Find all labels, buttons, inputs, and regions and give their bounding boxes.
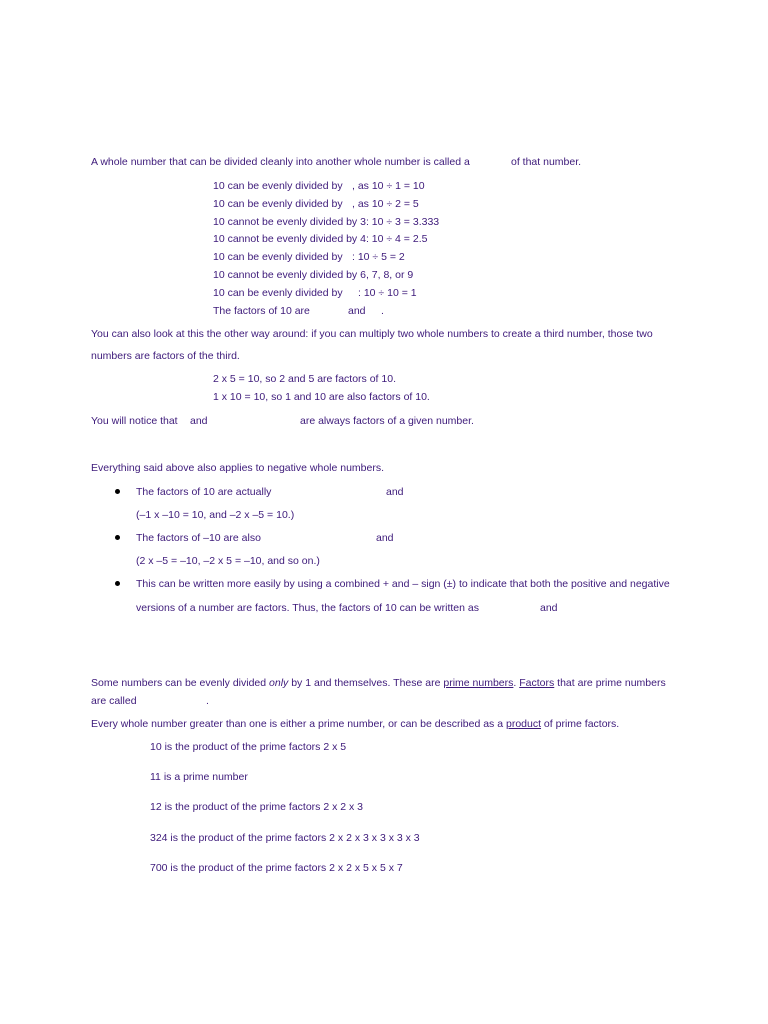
division-example: 10 can be evenly divided by [213, 251, 343, 263]
bullet-2-example: (2 x –5 = –10, –2 x 5 = –10, and so on.) [136, 555, 320, 567]
prime-called-end: . [206, 695, 209, 707]
bullet-3-text-2: versions of a number are factors. Thus, the factors of 10 can be written as [136, 602, 479, 614]
notice-text-end: are always factors of a given number. [300, 415, 474, 427]
multiplication-example: 2 x 5 = 10, so 2 and 5 are factors of 10. [213, 373, 396, 385]
bullet-1-and: and [386, 486, 404, 498]
bullet-icon [115, 535, 120, 540]
product-paragraph [91, 717, 619, 731]
division-example: 10 can be evenly divided by [213, 198, 343, 210]
product-text: Every whole number greater than one is either a prime number, or can be described as a [91, 718, 506, 730]
bullet-1-example: (–1 x –10 = 10, and –2 x –5 = 10.) [136, 509, 295, 521]
product-link[interactable]: product [505, 718, 542, 730]
prime-example: 12 is the product of the prime factors 2 x 2 x 3 [150, 801, 364, 813]
division-example: 10 cannot be evenly divided by 4: 10 ÷ 4 = 2.5 [213, 233, 428, 245]
division-example-result: : 10 ÷ 10 = 1 [358, 287, 417, 299]
prime-numbers-link[interactable]: prime numbers [443, 677, 514, 689]
prime-example: 700 is the product of the prime factors 2 x 2 x 5 x 5 x 7 [150, 862, 403, 874]
division-example: 10 cannot be evenly divided by 3: 10 ÷ 3 = 3.333 [213, 216, 440, 228]
bullet-2-and: and [376, 532, 394, 544]
prime-paragraph [91, 676, 666, 690]
division-example-result: , as 10 ÷ 2 = 5 [352, 198, 419, 210]
product-text: of prime factors. [541, 718, 620, 730]
division-example-result: , as 10 ÷ 1 = 10 [352, 180, 425, 192]
notice-text: You will notice that [91, 415, 178, 427]
other-way-text-2: numbers are factors of the third. [91, 350, 240, 362]
prime-example: 10 is the product of the prime factors 2 x 5 [150, 741, 347, 753]
notice-and: and [190, 415, 208, 427]
factors-of-10-end: . [381, 305, 384, 317]
prime-example: 324 is the product of the prime factors 2 x 2 x 3 x 3 x 3 x 3 [150, 832, 420, 844]
factors-of-10-and: and [348, 305, 366, 317]
division-example-result: : 10 ÷ 5 = 2 [352, 251, 405, 263]
factors-link[interactable]: Factors [519, 677, 555, 689]
prime-called-text: are called [91, 695, 137, 707]
division-example: 10 cannot be evenly divided by 6, 7, 8, or 9 [213, 269, 414, 281]
other-way-text: You can also look at this the other way around: if you can multiply two whole numbers to create a third number, those two [91, 328, 653, 340]
bullet-1-text: The factors of 10 are actually [136, 486, 272, 498]
bullet-3-text: This can be written more easily by using a combined + and – sign (±) to indicate that both the positive and negative [136, 578, 670, 590]
division-example: 10 can be evenly divided by [213, 180, 343, 192]
multiplication-example: 1 x 10 = 10, so 1 and 10 are also factors of 10. [213, 391, 430, 403]
bullet-2-text: The factors of –10 are also [136, 532, 261, 544]
prime-text: Some numbers can be evenly divided [91, 677, 270, 689]
prime-example: 11 is a prime number [150, 771, 248, 783]
negative-intro: Everything said above also applies to negative whole numbers. [91, 462, 385, 474]
division-example: 10 can be evenly divided by [213, 287, 343, 299]
prime-text-only: only [269, 677, 289, 689]
bullet-icon [115, 581, 120, 586]
prime-text: . [513, 677, 520, 689]
prime-text: by 1 and themselves. These are [288, 677, 444, 689]
factors-of-10-text: The factors of 10 are [213, 305, 310, 317]
bullet-3-and: and [540, 602, 558, 614]
intro-text-end: of that number. [511, 156, 582, 168]
prime-text: that are prime numbers [554, 677, 666, 689]
intro-text: A whole number that can be divided cleanly into another whole number is called a [91, 156, 470, 168]
bullet-icon [115, 489, 120, 494]
